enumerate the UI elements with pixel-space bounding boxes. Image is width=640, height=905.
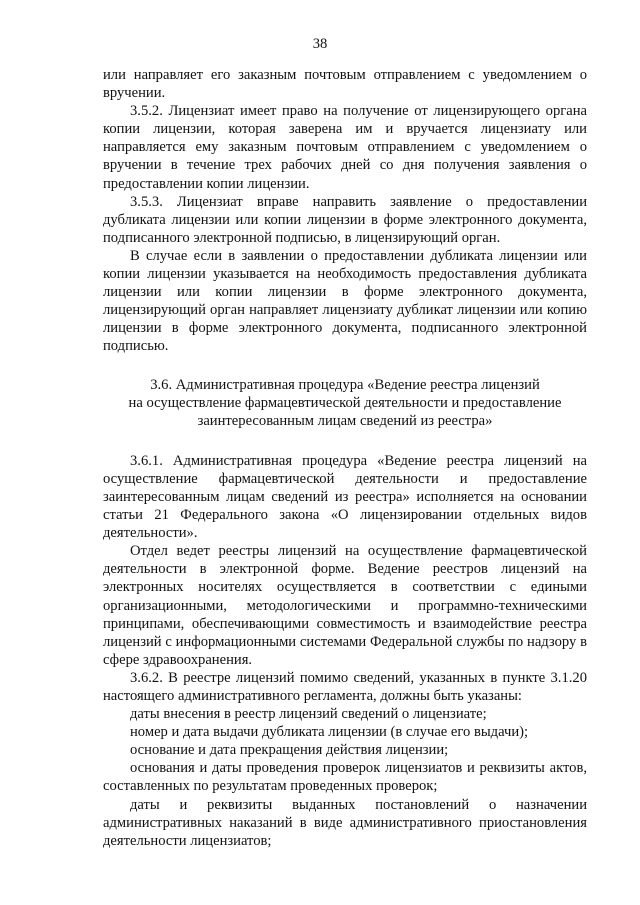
section-heading-line: заинтересованным лицам сведений из реестра» (197, 412, 493, 429)
page-content (103, 66, 587, 850)
list-item: основание и дата прекращения действия лицензии; (130, 742, 449, 759)
section-heading-line: 3.6. Административная процедура «Ведение реестра лицензий (150, 376, 540, 393)
paragraph: 3.6.2. В реестре лицензий помимо сведений, указанных в пункте 3.1.20 настоящего административного регламента, должны быть указаны: (103, 669, 587, 704)
list-item: даты внесения в реестр лицензий сведений о лицензиате; (130, 706, 487, 723)
paragraph: 3.5.3. Лицензиат вправе направить заявление о предоставлении дубликата лицензии или копии лицензии в форме электронного документа, подписанного электронной подписью, в лицензирующий орган. (103, 193, 587, 246)
page-number: 38 (312, 36, 328, 52)
paragraph: 3.5.2. Лицензиат имеет право на получение от лицензирующего органа копии лицензии, которая заверена им и вручается лицензиату или направляется ему заказным почтовым отправлением с уведомлением о вручении в течение трех рабочих дней со дня получения заявления о предоставлении копии лицензии. (103, 103, 587, 192)
paragraph: Отдел ведет реестры лицензий на осуществление фармацевтической деятельности в электронной форме. Ведение реестров лицензий на электронных носителях осуществляется в соответствии с едиными организационными, методологическими и программно-техническими принципами, обеспечивающими совместимость и взаимодействие реестра лицензий с информационными системами Федеральной службы по надзору в сфере здравоохранения. (103, 543, 587, 668)
section-heading-line: на осуществление фармацевтической деятельности и предоставление (128, 394, 562, 411)
list-item: даты и реквизиты выданных постановлений о назначении административных наказаний в виде административного приостановления деятельности лицензиатов; (103, 796, 587, 849)
paragraph: 3.6.1. Административная процедура «Ведение реестра лицензий на осуществление фармацевтической деятельности и предоставление заинтересованным лицам сведений из реестра» исполняется на основании статьи 21 Федерального закона «О лицензировании отдельных видов деятельности». (103, 452, 587, 542)
paragraph: или направляет его заказным почтовым отправлением с уведомлением о вручении. (103, 67, 587, 102)
paragraph: В случае если в заявлении о предоставлении дубликата лицензии или копии лицензии указывается на необходимость предоставления дубликата лицензии или копии лицензии в форме электронного документа, лицензирующий орган направляет лицензиату дубликат лицензии или копию лицензии в форме электронного документа, подписанного электронной подписью. (103, 247, 587, 355)
list-item: основания и даты проведения проверок лицензиатов и реквизиты актов, составленных по результатам проведенных проверок; (103, 760, 587, 795)
section-heading (103, 376, 587, 430)
list-item: номер и дата выдачи дубликата лицензии (в случае его выдачи); (130, 724, 529, 741)
